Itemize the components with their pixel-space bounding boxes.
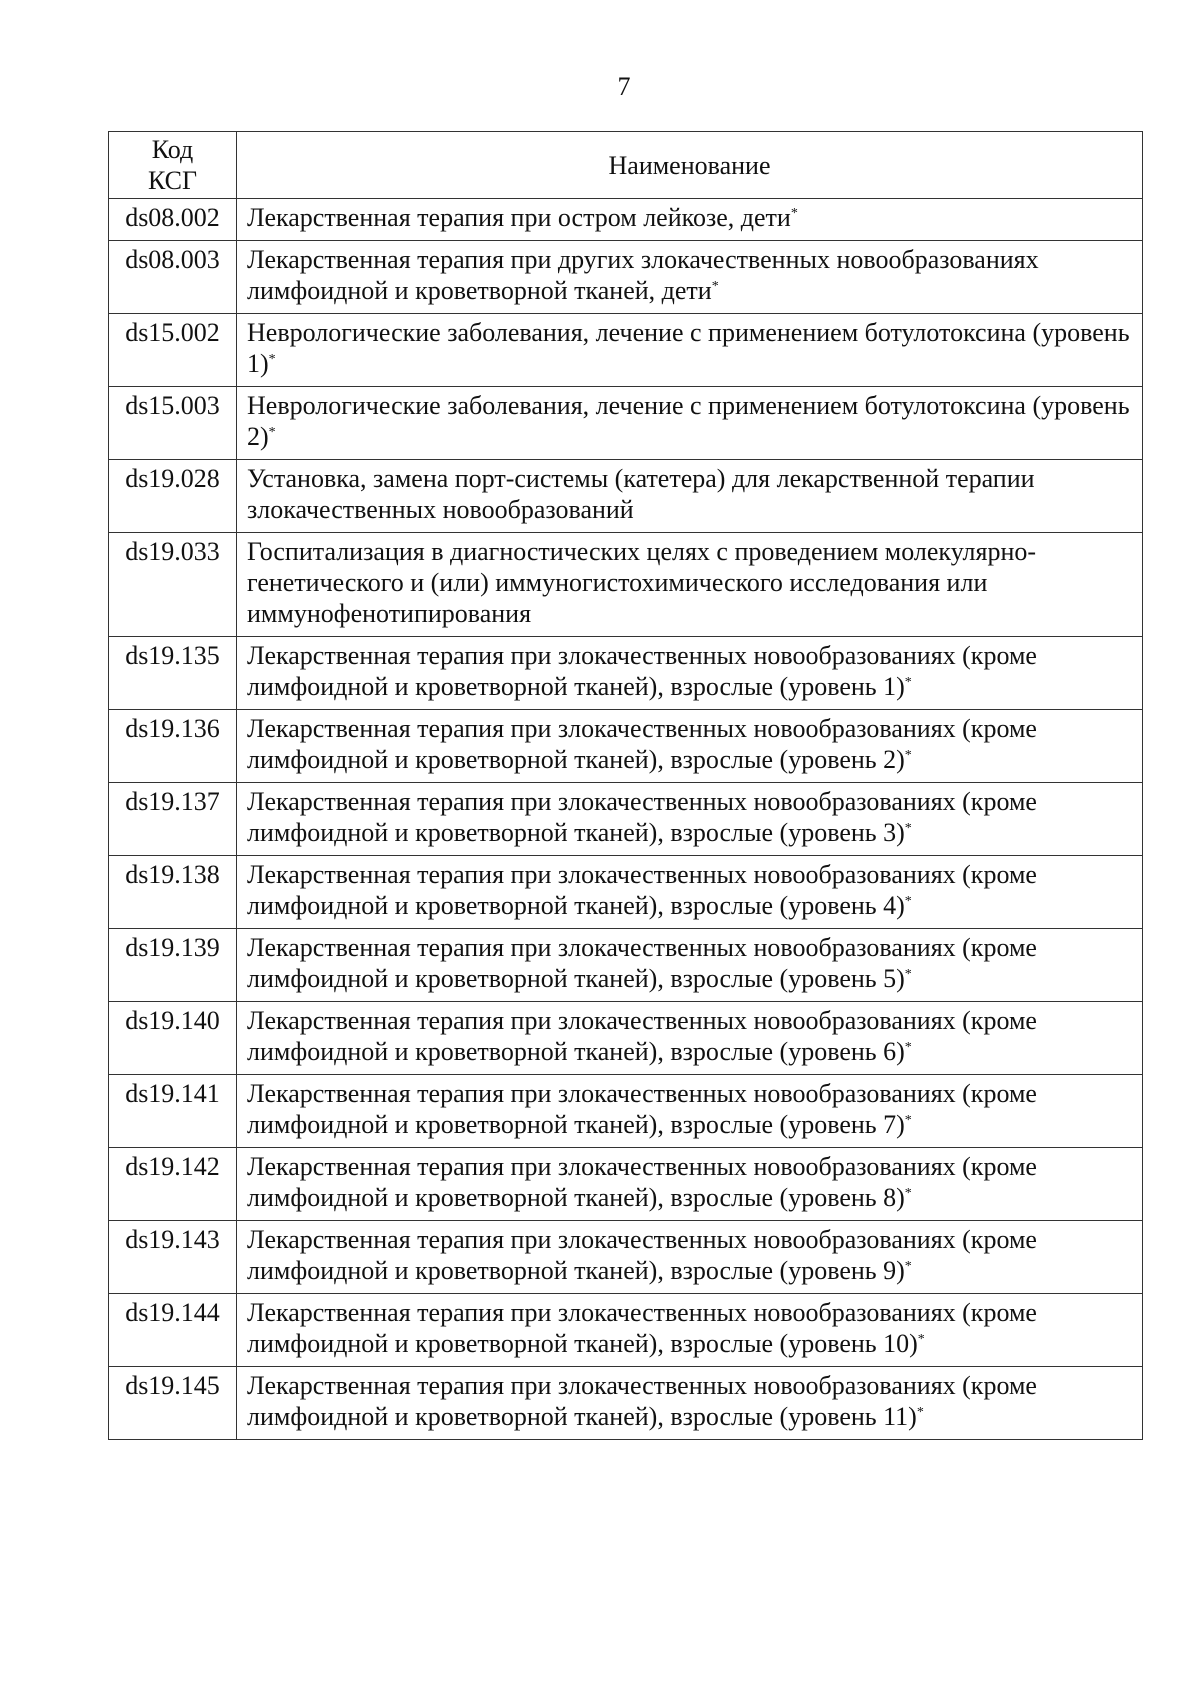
- table-row: [109, 199, 1143, 241]
- table-body: [109, 199, 1143, 1440]
- ksg-code-cell: ds19.143: [109, 1221, 237, 1294]
- footnote-marker: *: [904, 1040, 912, 1055]
- ksg-code-cell: ds19.135: [109, 637, 237, 710]
- ksg-name-text: Лекарственная терапия при злокачественных новообразованиях (кроме лимфоидной и кроветворной тканей), взрослые (уровень 5): [247, 933, 1037, 993]
- ksg-name-cell: [237, 533, 1143, 637]
- ksg-name-cell: [237, 314, 1143, 387]
- ksg-code-cell: ds19.145: [109, 1367, 237, 1440]
- page-number: 7: [617, 72, 631, 101]
- ksg-code-cell: ds15.003: [109, 387, 237, 460]
- footnote-marker: *: [904, 894, 912, 909]
- ksg-code-cell: ds08.003: [109, 241, 237, 314]
- footnote-marker: *: [268, 352, 276, 367]
- table-header-row: [109, 132, 1143, 199]
- table-row: [109, 241, 1143, 314]
- ksg-name-cell: [237, 460, 1143, 533]
- ksg-name-text: Лекарственная терапия при злокачественных новообразованиях (кроме лимфоидной и кроветворной тканей), взрослые (уровень 4): [247, 860, 1037, 920]
- footnote-marker: *: [904, 1113, 912, 1128]
- table-row: [109, 1294, 1143, 1367]
- ksg-name-cell: [237, 241, 1143, 314]
- ksg-name-text: Лекарственная терапия при злокачественных новообразованиях (кроме лимфоидной и кроветворной тканей), взрослые (уровень 8): [247, 1152, 1037, 1212]
- table-row: [109, 314, 1143, 387]
- ksg-code-cell: ds15.002: [109, 314, 237, 387]
- ksg-name-cell: [237, 856, 1143, 929]
- table-row: [109, 783, 1143, 856]
- table-row: [109, 1221, 1143, 1294]
- table-row: [109, 710, 1143, 783]
- table-row: [109, 387, 1143, 460]
- ksg-name-cell: [237, 1367, 1143, 1440]
- code-column-header: [109, 132, 237, 199]
- ksg-name-cell: [237, 929, 1143, 1002]
- ksg-name-text: Неврологические заболевания, лечение с применением ботулотоксина (уровень 1): [247, 318, 1130, 378]
- footnote-marker: *: [904, 1259, 912, 1274]
- ksg-name-cell: [237, 1148, 1143, 1221]
- code-header-line-1: Код: [151, 135, 194, 164]
- ksg-code-cell: ds19.144: [109, 1294, 237, 1367]
- ksg-name-cell: [237, 783, 1143, 856]
- ksg-code-cell: ds19.139: [109, 929, 237, 1002]
- footnote-marker: *: [904, 675, 912, 690]
- footnote-marker: *: [790, 206, 798, 221]
- table-row: [109, 929, 1143, 1002]
- ksg-name-cell: [237, 1075, 1143, 1148]
- ksg-name-cell: [237, 1002, 1143, 1075]
- footnote-marker: *: [904, 1186, 912, 1201]
- ksg-code-cell: ds19.138: [109, 856, 237, 929]
- table-row: [109, 1002, 1143, 1075]
- ksg-name-cell: [237, 1221, 1143, 1294]
- ksg-name-text: Лекарственная терапия при остром лейкозе, дети: [247, 203, 791, 232]
- ksg-name-cell: [237, 710, 1143, 783]
- ksg-name-text: Лекарственная терапия при злокачественных новообразованиях (кроме лимфоидной и кроветворной тканей), взрослые (уровень 7): [247, 1079, 1037, 1139]
- ksg-name-text: Лекарственная терапия при других злокачественных новообразованиях лимфоидной и кроветворной тканей, дети: [247, 245, 1039, 305]
- code-header-line-2: КСГ: [147, 166, 198, 195]
- ksg-name-text: Госпитализация в диагностических целях с проведением молекулярно-генетического и (или) иммуногистохимического исследования или иммунофенотипирования: [247, 537, 1037, 628]
- ksg-code-cell: ds19.142: [109, 1148, 237, 1221]
- footnote-marker: *: [268, 425, 276, 440]
- ksg-code-cell: ds19.141: [109, 1075, 237, 1148]
- ksg-code-cell: ds19.140: [109, 1002, 237, 1075]
- ksg-name-cell: [237, 387, 1143, 460]
- ksg-code-cell: ds19.136: [109, 710, 237, 783]
- table-row: [109, 637, 1143, 710]
- ksg-name-text: Лекарственная терапия при злокачественных новообразованиях (кроме лимфоидной и кроветворной тканей), взрослые (уровень 10): [247, 1298, 1037, 1358]
- footnote-marker: *: [711, 279, 719, 294]
- ksg-name-cell: [237, 1294, 1143, 1367]
- ksg-name-text: Лекарственная терапия при злокачественных новообразованиях (кроме лимфоидной и кроветворной тканей), взрослые (уровень 9): [247, 1225, 1037, 1285]
- ksg-name-text: Лекарственная терапия при злокачественных новообразованиях (кроме лимфоидной и кроветворной тканей), взрослые (уровень 1): [247, 641, 1037, 701]
- footnote-marker: *: [917, 1332, 925, 1347]
- table-row: [109, 1367, 1143, 1440]
- footnote-marker: *: [904, 821, 912, 836]
- ksg-name-text: Лекарственная терапия при злокачественных новообразованиях (кроме лимфоидной и кроветворной тканей), взрослые (уровень 11): [247, 1371, 1037, 1431]
- ksg-name-text: Неврологические заболевания, лечение с применением ботулотоксина (уровень 2): [247, 391, 1130, 451]
- ksg-name-text: Лекарственная терапия при злокачественных новообразованиях (кроме лимфоидной и кроветворной тканей), взрослые (уровень 3): [247, 787, 1037, 847]
- ksg-name-text: Установка, замена порт-системы (катетера) для лекарственной терапии злокачественных новообразований: [247, 464, 1035, 524]
- ksg-table: [108, 131, 1143, 1440]
- table-row: [109, 1075, 1143, 1148]
- ksg-name-cell: [237, 637, 1143, 710]
- ksg-code-cell: ds08.002: [109, 199, 237, 241]
- table-row: [109, 533, 1143, 637]
- footnote-marker: *: [904, 748, 912, 763]
- table-row: [109, 1148, 1143, 1221]
- footnote-marker: *: [904, 967, 912, 982]
- ksg-name-text: Лекарственная терапия при злокачественных новообразованиях (кроме лимфоидной и кроветворной тканей), взрослые (уровень 6): [247, 1006, 1037, 1066]
- footnote-marker: *: [916, 1405, 924, 1420]
- table-row: [109, 856, 1143, 929]
- ksg-name-cell: [237, 199, 1143, 241]
- name-column-header: Наименование: [237, 132, 1143, 199]
- ksg-code-cell: ds19.137: [109, 783, 237, 856]
- ksg-code-cell: ds19.028: [109, 460, 237, 533]
- table-row: [109, 460, 1143, 533]
- ksg-name-text: Лекарственная терапия при злокачественных новообразованиях (кроме лимфоидной и кроветворной тканей), взрослые (уровень 2): [247, 714, 1037, 774]
- ksg-code-cell: ds19.033: [109, 533, 237, 637]
